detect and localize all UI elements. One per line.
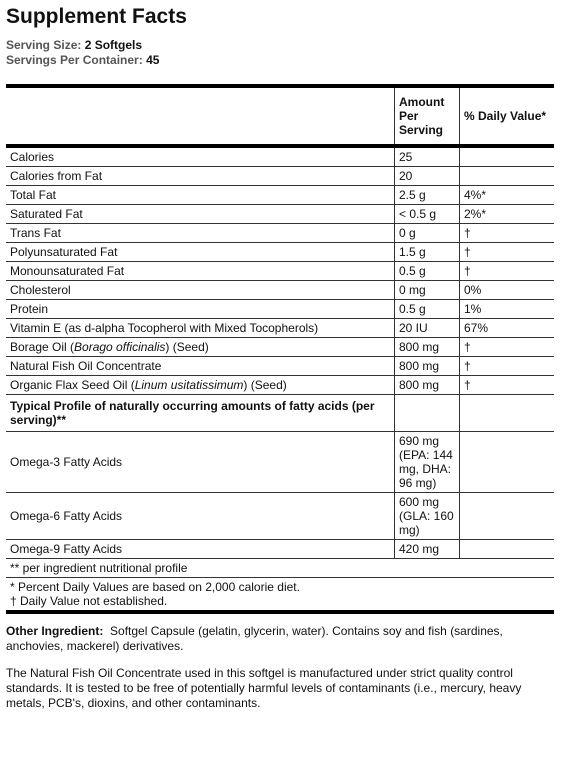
table-row — [6, 186, 554, 205]
nutrient-amount: 800 mg — [395, 376, 460, 395]
nutrient-amount: 0 g — [395, 224, 460, 243]
nutrient-amount: < 0.5 g — [395, 205, 460, 224]
nutrient-amount: 2.5 g — [395, 186, 460, 205]
ingredient-profile-note: ** per ingredient nutritional profile — [6, 559, 554, 578]
latin-name: Linum usitatissimum — [134, 378, 244, 392]
empty-cell — [460, 432, 555, 493]
fatty-acid-name: Omega-6 Fatty Acids — [6, 493, 395, 540]
daily-value-header: % Daily Value* — [460, 86, 555, 146]
empty-cell — [395, 395, 460, 432]
table-row — [6, 357, 554, 376]
other-ingredient-text: Softgel Capsule (gelatin, glycerin, water). Contains soy and fish (sardines, anchovies, mackerel) derivatives. — [6, 624, 503, 653]
nutrient-amount: 20 — [395, 167, 460, 186]
fatty-acid-row — [6, 540, 554, 559]
empty-cell — [460, 540, 555, 559]
nutrient-daily-value: 4%* — [460, 186, 555, 205]
table-row — [6, 167, 554, 186]
fatty-acid-amount: 420 mg — [395, 540, 460, 559]
nutrient-daily-value: 67% — [460, 319, 555, 338]
nutrient-name: Natural Fish Oil Concentrate — [6, 357, 395, 376]
nutrient-name: Cholesterol — [6, 281, 395, 300]
amount-header: Amount Per Serving — [395, 86, 460, 146]
nutrient-name — [6, 376, 395, 395]
table-row — [6, 281, 554, 300]
nutrient-daily-value: † — [460, 262, 555, 281]
serving-size-label: Serving Size: — [6, 38, 82, 52]
table-row — [6, 338, 554, 357]
nutrient-amount: 800 mg — [395, 357, 460, 376]
nutrient-daily-value: † — [460, 338, 555, 357]
table-row — [6, 205, 554, 224]
page-title: Supplement Facts — [6, 5, 187, 28]
other-ingredient-label: Other Ingredient: — [6, 624, 104, 638]
nutrient-daily-value — [460, 146, 555, 167]
nutrient-daily-value — [460, 167, 555, 186]
name-part: ) (Seed) — [243, 378, 287, 392]
nutrient-amount: 1.5 g — [395, 243, 460, 262]
table-header — [6, 86, 554, 146]
nutrient-daily-value: † — [460, 224, 555, 243]
empty-cell — [460, 493, 555, 540]
nutrient-name: Calories from Fat — [6, 167, 395, 186]
nutrient-daily-value: 0% — [460, 281, 555, 300]
fatty-acid-amount: 600 mg (GLA: 160 mg) — [395, 493, 460, 540]
quality-statement: The Natural Fish Oil Concentrate used in this softgel is manufactured under strict quality control standards. It is tested to be free of potentially harmful levels of contaminants (i.e., mercury, heavy metals, PCB's, dioxins, and other contaminants. — [6, 666, 522, 710]
nutrient-amount: 25 — [395, 146, 460, 167]
serving-size-value: 2 Softgels — [84, 38, 143, 52]
fatty-acid-row — [6, 493, 554, 540]
name-part: Borage Oil ( — [10, 340, 75, 354]
nutrient-name: Calories — [6, 146, 395, 167]
table-row — [6, 146, 554, 167]
nutrient-name: Polyunsaturated Fat — [6, 243, 395, 262]
nutrient-daily-value: † — [460, 376, 555, 395]
fatty-acid-amount: 690 mg (EPA: 144 mg, DHA: 96 mg) — [395, 432, 460, 493]
footnotes — [6, 578, 554, 613]
nutrient-amount: 800 mg — [395, 338, 460, 357]
table-row — [6, 262, 554, 281]
name-part: Organic Flax Seed Oil ( — [10, 378, 135, 392]
servings-per-container-value: 45 — [146, 53, 160, 67]
nutrient-daily-value: † — [460, 243, 555, 262]
not-established-note: † Daily Value not established. — [10, 594, 168, 608]
table-row — [6, 319, 554, 338]
nutrient-name: Vitamin E (as d-alpha Tocopherol with Mixed Tocopherols) — [6, 319, 395, 338]
table-row — [6, 300, 554, 319]
nutrient-name: Monounsaturated Fat — [6, 262, 395, 281]
fatty-acid-name: Omega-3 Fatty Acids — [6, 432, 395, 493]
nutrient-amount: 0 mg — [395, 281, 460, 300]
note-row — [6, 559, 554, 578]
nutrient-amount: 0.5 g — [395, 300, 460, 319]
name-part: ) (Seed) — [165, 340, 209, 354]
fatty-acid-row — [6, 432, 554, 493]
nutrient-amount: 0.5 g — [395, 262, 460, 281]
nutrient-amount: 20 IU — [395, 319, 460, 338]
nutrient-daily-value: 1% — [460, 300, 555, 319]
latin-name: Borago officinalis — [74, 340, 166, 354]
servings-per-container — [6, 53, 554, 68]
nutrient-name: Saturated Fat — [6, 205, 395, 224]
nutrient-name: Trans Fat — [6, 224, 395, 243]
table-row — [6, 243, 554, 262]
profile-heading: Typical Profile of naturally occurring amounts of fatty acids (per serving)** — [6, 395, 395, 432]
fatty-acid-name: Omega-9 Fatty Acids — [6, 540, 395, 559]
other-ingredient — [6, 624, 554, 654]
empty-cell — [460, 395, 555, 432]
profile-heading-row — [6, 395, 554, 432]
footnotes-row — [6, 578, 554, 613]
supplement-facts-table — [6, 84, 554, 614]
daily-value-note: * Percent Daily Values are based on 2,000 calorie diet. — [10, 580, 300, 594]
nutrient-name: Protein — [6, 300, 395, 319]
nutrient-name: Total Fat — [6, 186, 395, 205]
serving-size — [6, 38, 554, 53]
table-row — [6, 376, 554, 395]
nutrient-daily-value: † — [460, 357, 555, 376]
servings-per-container-label: Servings Per Container: — [6, 53, 143, 67]
nutrient-name — [6, 338, 395, 357]
nutrient-daily-value: 2%* — [460, 205, 555, 224]
table-row — [6, 224, 554, 243]
